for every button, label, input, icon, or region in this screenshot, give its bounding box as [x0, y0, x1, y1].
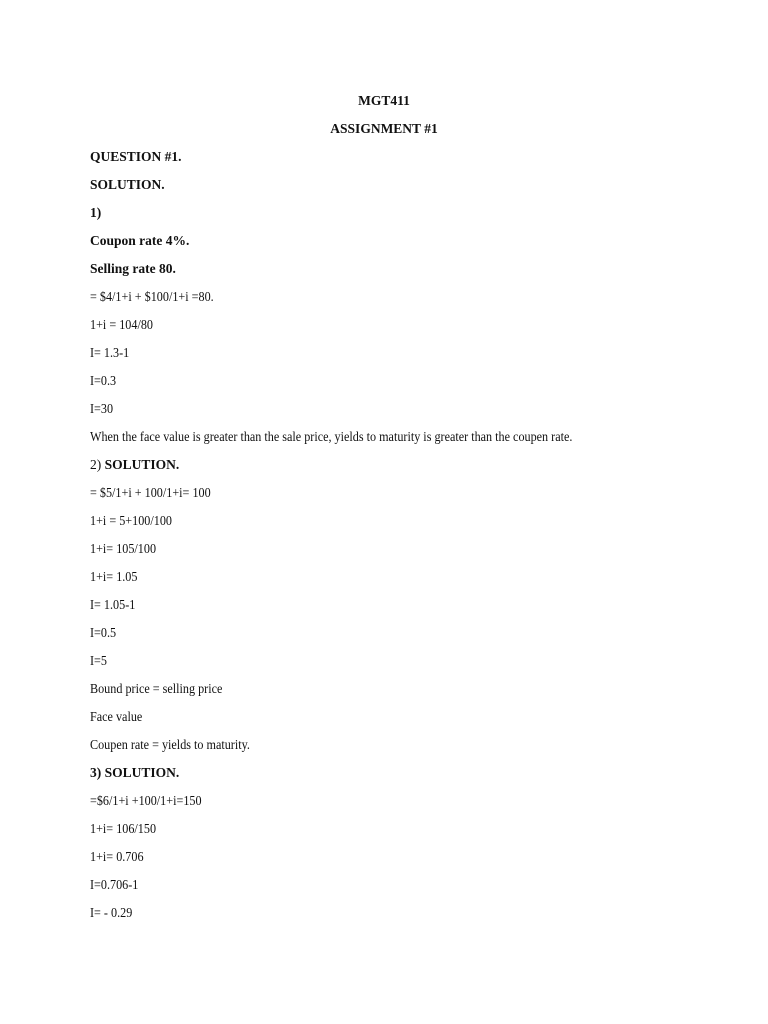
part2-solution-label: SOLUTION.	[104, 457, 180, 472]
part3-heading: 3) SOLUTION.	[90, 765, 180, 780]
part1-step: I=0.3	[90, 373, 117, 388]
part3-step: 1+i= 0.706	[90, 849, 144, 864]
part1-step: I=30	[90, 401, 114, 416]
question-heading: QUESTION #1.	[90, 149, 182, 164]
part2-step: 1+i = 5+100/100	[90, 513, 172, 528]
course-code: MGT411	[358, 93, 410, 108]
part2-label: 2)	[90, 457, 102, 472]
assignment-title: ASSIGNMENT #1	[330, 121, 438, 136]
part2-heading	[90, 457, 179, 473]
part2-step: 1+i= 105/100	[90, 541, 157, 556]
part2-step: 1+i= 1.05	[90, 569, 138, 584]
coupon-rate-line: Coupon rate 4%.	[90, 233, 190, 248]
part1-step: = $4/1+i + $100/1+i =80.	[90, 289, 214, 304]
part1-conclusion: When the face value is greater than the sale price, yields to maturity is greater than the coupen rate.	[90, 429, 573, 444]
part2-note: Face value	[90, 709, 143, 724]
part2-note: Bound price = selling price	[90, 681, 223, 696]
solution-heading: SOLUTION.	[90, 177, 165, 192]
part3-step: I= - 0.29	[90, 905, 133, 920]
part1-label: 1)	[90, 205, 102, 220]
part2-note: Coupen rate = yields to maturity.	[90, 737, 250, 752]
part3-step: 1+i= 106/150	[90, 821, 157, 836]
part1-step: I= 1.3-1	[90, 345, 130, 360]
part3-step: I=0.706-1	[90, 877, 139, 892]
part2-step: = $5/1+i + 100/1+i= 100	[90, 485, 211, 500]
part3-step: =$6/1+i +100/1+i=150	[90, 793, 202, 808]
part2-step: I= 1.05-1	[90, 597, 136, 612]
part2-step: I=5	[90, 653, 107, 668]
part2-step: I=0.5	[90, 625, 117, 640]
part1-step: 1+i = 104/80	[90, 317, 153, 332]
selling-rate-line: Selling rate 80.	[90, 261, 176, 276]
